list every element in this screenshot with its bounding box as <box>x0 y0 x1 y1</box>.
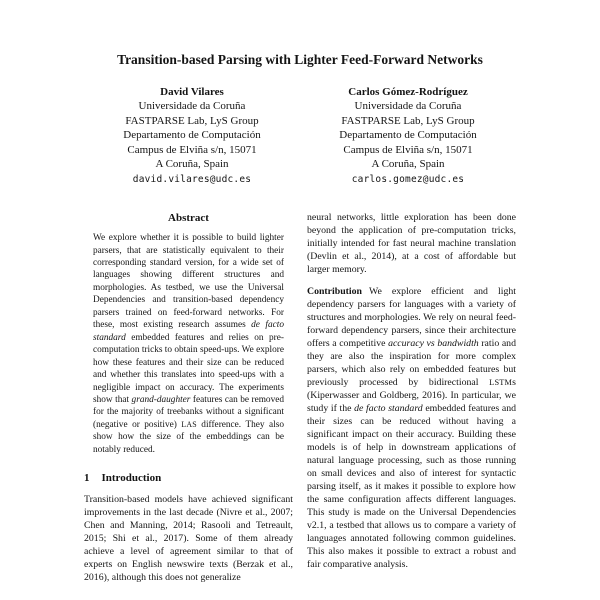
right-column-paragraph-1: neural networks, little exploration has been done beyond the application of pre-computation tricks, initially intended for fast neural machine translation (Devlin et al., 2014), at a cost of affordable but larger memory. <box>307 211 516 275</box>
author-name: David Vilares <box>160 85 224 98</box>
abstract-text: We explore whether it is possible to build lighter parsers, that are statistically equivalent to their corresponding standard version, for a wide set of languages showing different structures and morphologies. As testbed, we use the Universal Dependencies and transition-based dependency parsers trained on feed-forward networks. For these, most existing research assumes de facto standard embedded features and relies on pre-computation tricks to obtain speed-ups. We explore how these features and their size can be reduced and whether this translates into speed-ups with a negligible impact on accuracy. The experiments show that grand-daughter features can be removed for the majority of treebanks without a significant (negative or positive) LAS difference. They also show how the size of the embeddings can be notably reduced. <box>93 233 285 455</box>
paper-title: Transition-based Parsing with Lighter Feed-Forward Networks <box>117 52 483 67</box>
author-affiliation-line: FASTPARSE Lab, LyS Group <box>341 114 475 127</box>
author-affiliation-line: Departamento de Computación <box>339 129 477 142</box>
author-affiliation-line: Departamento de Computación <box>123 129 261 142</box>
author-affiliation-line: Campus de Elviña s/n, 15071 <box>127 143 257 156</box>
section-number: 1 <box>84 472 90 485</box>
right-column <box>307 211 516 594</box>
section-title: Introduction <box>101 472 162 485</box>
author-email: carlos.gomez@udc.es <box>351 173 465 185</box>
author-affiliation-line: Universidade da Coruña <box>138 100 246 113</box>
author-name: Carlos Gómez-Rodríguez <box>348 85 468 98</box>
left-column <box>84 211 293 594</box>
author-affiliation-line: A Coruña, Spain <box>155 158 229 171</box>
author-email: david.vilares@udc.es <box>132 173 252 185</box>
two-column-body <box>84 211 516 594</box>
author-affiliation-line: Campus de Elviña s/n, 15071 <box>343 143 473 156</box>
section-heading-introduction <box>84 471 293 486</box>
abstract-section <box>84 211 293 457</box>
author-block-2 <box>300 85 516 187</box>
author-section <box>84 85 516 187</box>
abstract-heading: Abstract <box>168 211 209 224</box>
author-block-1 <box>84 85 300 187</box>
author-affiliation-line: Universidade da Coruña <box>354 100 462 113</box>
intro-paragraph: Transition-based models have achieved significant improvements in the last decade (Nivre et al., 2007; Chen and Manning, 2014; Rasooli and Tetreault, 2015; Shi et al., 2017). Some of them already achieve a level of agreement similar to that of experts on English newswire texts (Berzak et al., 2016), although this does not generalize <box>84 493 293 583</box>
author-affiliation-line: A Coruña, Spain <box>371 158 445 171</box>
contribution-paragraph: Contribution We explore efficient and light dependency parsers for languages with a variety of structures and morphologies. We rely on neural feed-forward dependency parsers, since their architecture offers a competitive accuracy vs bandwidth ratio and they are also the inspiration for more complex parsers, which also rely on embedded features but previously processed by bidirectional LSTMs (Kiperwasser and Goldberg, 2016). In particular, we study if the de facto standard embedded features and their sizes can be reduced without having a significant impact on their accuracy. Building these models is of help in downstream applications of natural language processing, such as those running on small devices and also of interest for syntactic parsing itself, as it makes it possible to explore how the same configuration affects different languages. This study is made on the Universal Dependencies v2.1, a testbed that allows us to compare a variety of languages annotated following common guidelines. This also makes it possible to extract a robust and fair comparative analysis. <box>307 285 516 570</box>
author-affiliation-line: FASTPARSE Lab, LyS Group <box>125 114 259 127</box>
